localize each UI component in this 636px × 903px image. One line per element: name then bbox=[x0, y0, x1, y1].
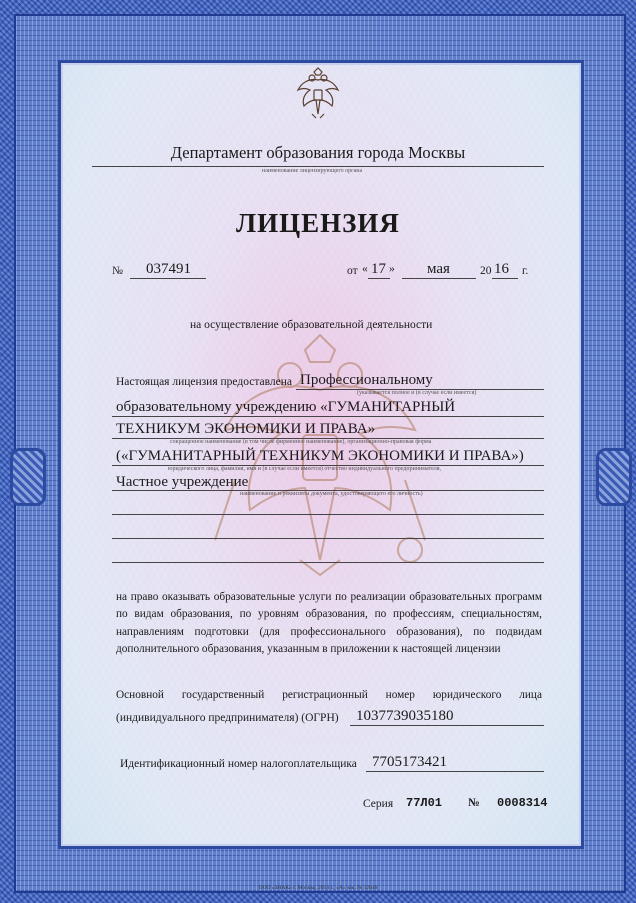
licensee-line-4: («ГУМАНИТАРНЫЙ ТЕХНИКУМ ЭКОНОМИКИ И ПРАВА») bbox=[116, 448, 524, 464]
blank-line-1 bbox=[112, 514, 544, 515]
date-year-underline bbox=[492, 278, 518, 279]
series-label: Серия bbox=[363, 798, 394, 810]
activity-text: на осуществление образовательной деятельности bbox=[190, 319, 433, 331]
licensee-caption-4: юридического лица, фамилия, имя и (в случае если имеется) отчество индивидуального предпринимателя, bbox=[168, 466, 442, 472]
inn-label: Идентификационный номер налогоплательщика bbox=[120, 758, 357, 770]
date-year-prefix: 20 bbox=[480, 265, 492, 277]
blank-line-2 bbox=[112, 538, 544, 539]
blank-line-3 bbox=[112, 562, 544, 563]
licensee-line-3: ТЕХНИКУМ ЭКОНОМИКИ И ПРАВА» bbox=[116, 421, 376, 437]
date-year-label: г. bbox=[522, 265, 529, 277]
date-day-underline bbox=[368, 278, 390, 279]
date-month: мая bbox=[427, 261, 450, 277]
licensee-line-2: образовательному учреждению «ГУМАНИТАРНЫЙ bbox=[116, 399, 456, 415]
authority-caption: наименование лицензирующего органа bbox=[262, 168, 363, 174]
licensee-line-5: Частное учреждение bbox=[116, 474, 249, 490]
date-from-label: от bbox=[347, 265, 358, 277]
granted-to-label: Настоящая лицензия предоставлена bbox=[116, 376, 292, 388]
licensee-caption-5: наименование и реквизиты документа, удостоверяющего его личность) bbox=[240, 491, 423, 497]
blank-number-label: № bbox=[468, 797, 480, 809]
license-number-underline bbox=[130, 278, 206, 279]
license-number-label: № bbox=[112, 265, 123, 277]
licensee-caption-3: сокращенное наименование (в том числе фирменное наименование), организационно-правовая форма bbox=[170, 439, 432, 445]
date-close-quote: » bbox=[389, 263, 395, 275]
licensee-caption-1: (указывается полное и (в случае если имеется) bbox=[357, 390, 477, 396]
right-knot-ornament bbox=[596, 448, 632, 506]
double-headed-eagle-icon bbox=[290, 66, 346, 124]
blank-number: 0008314 bbox=[497, 796, 548, 810]
licensee-line-1: Профессиональному bbox=[300, 372, 433, 388]
license-number: 037491 bbox=[146, 261, 191, 277]
ogrn-value: 1037739035180 bbox=[356, 708, 454, 724]
printer-imprint: ООО «ЗНАК» г. Москва, 2014 г., «А» зак. № 32648 bbox=[258, 885, 378, 891]
left-knot-ornament bbox=[10, 448, 46, 506]
date-year-suffix: 16 bbox=[494, 261, 509, 277]
date-open-quote: « bbox=[362, 263, 368, 275]
date-month-underline bbox=[402, 278, 476, 279]
series-value: 77Л01 bbox=[406, 796, 443, 810]
date-day: 17 bbox=[371, 261, 386, 277]
rights-paragraph: на право оказывать образовательные услуги по реализации образовательных программ по видам образования, по уровням образования, по профессиям, специальностям, направлениям подготовки (для профессионального образования), по подвидам дополнительного образования, указанным в приложении к настоящей лицензии bbox=[116, 591, 542, 656]
inn-value: 7705173421 bbox=[372, 754, 447, 770]
inn-underline bbox=[366, 771, 544, 772]
ogrn-label-line-2: (индивидуального предпринимателя) (ОГРН) bbox=[116, 712, 339, 724]
document-title: ЛИЦЕНЗИЯ bbox=[236, 208, 400, 238]
ogrn-underline bbox=[350, 725, 544, 726]
ogrn-label-line-1: Основной государственный регистрационный номер юридического лица bbox=[116, 689, 542, 701]
issuing-authority: Департамент образования города Москвы bbox=[170, 143, 466, 162]
authority-underline bbox=[92, 166, 544, 167]
licensee-underline-2 bbox=[112, 416, 544, 417]
